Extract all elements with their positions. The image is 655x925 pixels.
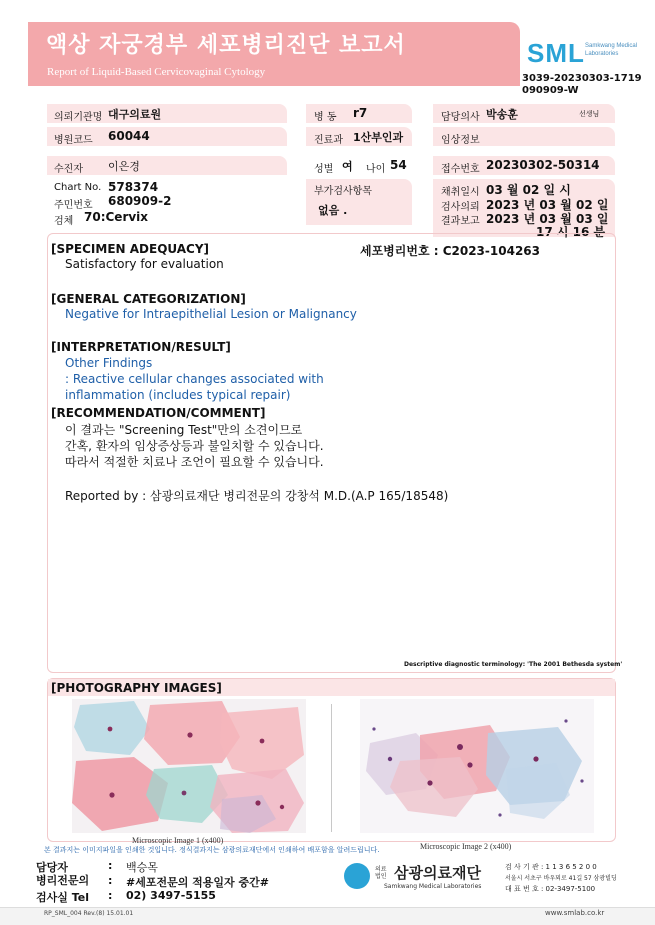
manager-value: 백승목 (126, 861, 158, 874)
result-label: 결과보고 (441, 216, 480, 227)
pathologist-colon: : (108, 874, 113, 887)
resident-value: 680909-2 (108, 194, 172, 208)
reported-by: Reported by : 삼광의료재단 병리전문의 강창석 M.D.(A.P 165/18548) (65, 489, 449, 503)
collect-label: 채취일시 (441, 187, 480, 198)
microscopic-image-2 (360, 699, 594, 833)
doctor-value: 박송훈 (486, 108, 518, 121)
foundation-logo-icon (344, 863, 370, 889)
interpretation-heading: [INTERPRETATION/RESULT] (51, 340, 231, 354)
interpretation-line-1: Other Findings (65, 356, 153, 370)
extra-tests-value: 없음 . (318, 204, 348, 217)
photo-divider (331, 704, 332, 832)
microscopic-image-1 (72, 699, 306, 833)
institution-value: 대구의료원 (108, 108, 162, 121)
dept-label: 진료과 (314, 135, 343, 146)
lab-tel-label: 검사실 Tel (36, 891, 89, 904)
receipt-value: 20230302-50314 (486, 158, 600, 172)
specimen-label: 검체 (54, 216, 74, 227)
website-link[interactable]: www.smlab.co.kr (545, 909, 605, 917)
extra-tests-label: 부가검사항목 (314, 186, 372, 197)
sml-logo-subtext: Samkwang Medical Laboratories (585, 43, 638, 57)
pathologist-label: 병리전문의 (36, 874, 90, 887)
print-notice: 본 결과지는 이미지파일을 인쇄한 것입니다. 정식결과지는 삼광의료재단에서 인쇄하여 배포함을 알려드립니다. (44, 846, 380, 854)
general-heading: [GENERAL CATEGORIZATION] (51, 292, 246, 306)
examinee-pill (47, 156, 287, 175)
adequacy-heading: [SPECIMEN ADEQUACY] (51, 242, 210, 256)
receipt-label: 접수번호 (441, 164, 480, 175)
microscopic-caption-2: Microscopic Image 2 (x400) (420, 842, 512, 851)
report-subtitle: Report of Liquid-Based Cervicovaginal Cytology (47, 66, 266, 78)
lab-address: 서울시 서초구 바우뫼로 41길 57 삼광빌딩 (505, 875, 617, 882)
manager-label: 담당자 (36, 861, 68, 874)
recommendation-heading: [RECOMMENDATION/COMMENT] (51, 406, 266, 420)
age-label: 나이 (366, 164, 386, 175)
result-value: 2023 년 03 월 03 일 (486, 212, 609, 226)
microscopic-caption-1: Microscopic Image 1 (x400) (132, 836, 224, 845)
general-text: Negative for Intraepithelial Lesion or Malignancy (65, 307, 357, 321)
collect-value: 03 월 02 일 시 (486, 183, 571, 197)
doctor-label: 담당의사 (441, 112, 480, 123)
recommendation-line-2: 간혹, 환자의 임상증상등과 불일치할 수 있습니다. (65, 439, 324, 453)
doctor-suffix: 선생님 (579, 110, 600, 118)
document-number: 3039-20230303-1719 (522, 73, 642, 84)
result-time: 17 시 16 분 (536, 225, 606, 239)
bethesda-footnote: Descriptive diagnostic terminology: 'The 2001 Bethesda system' (404, 661, 623, 668)
specimen-value: 70:Cervix (84, 210, 149, 224)
ward-label: 병 동 (314, 112, 337, 123)
interpretation-line-2: : Reactive cellular changes associated with (65, 372, 324, 386)
form-id: RP_SML_004 Rev.(8) 15.01.01 (44, 910, 134, 917)
cytology-number: 세포병리번호 : C2023-104263 (360, 244, 540, 258)
foundation-english-name: Samkwang Medical Laboratories (384, 883, 482, 890)
foundation-small-label: 의료법인 (375, 866, 387, 880)
recommendation-line-3: 따라서 적절한 치료나 조언이 필요할 수 있습니다. (65, 455, 324, 469)
sex-label: 성별 (314, 164, 334, 175)
clinical-label: 임상정보 (441, 135, 480, 146)
adequacy-text: Satisfactory for evaluation (65, 257, 224, 271)
pathologist-value: #세포전문의 적용일자 중간# (126, 876, 269, 889)
chart-value: 578374 (108, 180, 159, 194)
report-title: 액상 자궁경부 세포병리진단 보고서 (46, 33, 406, 58)
dept-value: 1산부인과 (353, 131, 404, 144)
hospital-code-label: 병원코드 (54, 135, 93, 146)
sex-value: 여 (342, 160, 353, 173)
institution-label: 의뢰기관명 (54, 112, 103, 123)
chart-label: Chart No. (54, 182, 102, 193)
ward-value: r7 (353, 106, 368, 120)
resident-label: 주민번호 (54, 200, 93, 211)
lab-tel-colon: : (108, 889, 113, 902)
foundation-name: 삼광의료재단 (394, 864, 481, 882)
manager-colon: : (108, 859, 113, 872)
lab-institution-code: 검 사 기 관 : 1 1 3 6 5 2 0 0 (505, 863, 597, 871)
recommendation-line-1: 이 결과는 "Screening Test"만의 소견이므로 (65, 423, 303, 437)
lab-tel-value: 02) 3497-5155 (126, 889, 216, 902)
main-phone: 대 표 번 호 : 02-3497-5100 (505, 885, 596, 893)
document-number-suffix: 090909-W (522, 85, 579, 96)
age-value: 54 (390, 158, 407, 172)
examinee-value: 이은경 (108, 160, 140, 173)
photography-heading: [PHOTOGRAPHY IMAGES] (51, 681, 222, 695)
hospital-code-value: 60044 (108, 129, 150, 143)
sml-logo: SML (527, 38, 585, 68)
request-value: 2023 년 03 월 02 일 (486, 198, 609, 212)
examinee-label: 수진자 (54, 164, 83, 175)
interpretation-line-3: inflammation (includes typical repair) (65, 388, 291, 402)
request-label: 검사의뢰 (441, 202, 480, 213)
